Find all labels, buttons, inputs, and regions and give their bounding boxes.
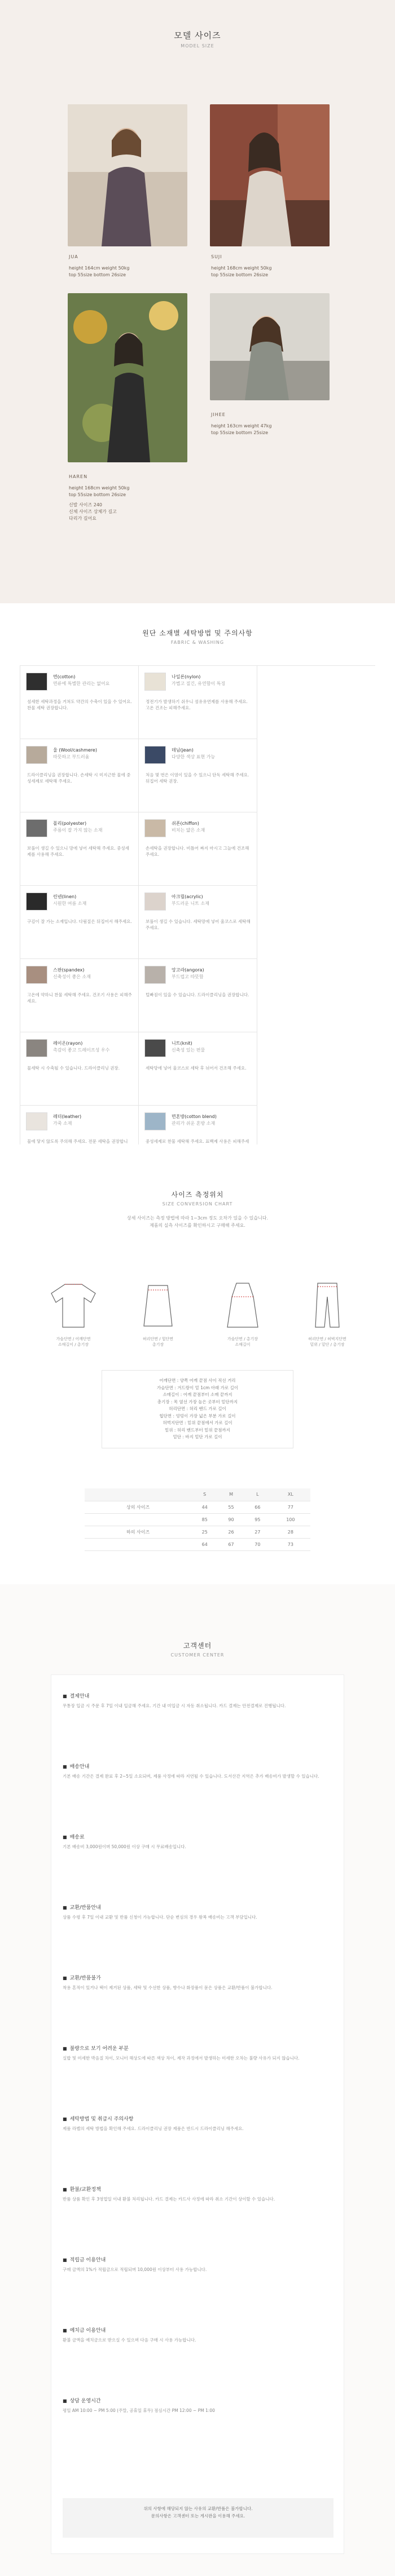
size-header: L	[244, 1488, 271, 1501]
fabric-name: 앙고라(angora)	[172, 967, 204, 973]
info-title: ■ 예치금 이용안내	[63, 2326, 333, 2334]
size-intro: 상세 사이즈는 측정 방법에 따라 1~3cm 정도 오차가 있을 수 있습니다. 제품의 실측 사이즈를 확인하시고 구매해 주세요.	[126, 1216, 269, 1228]
info-title: ■ 적립금 이용안내	[63, 2256, 333, 2263]
fabric-sub: 시원한 여름 소재	[53, 901, 87, 906]
fabric-swatch	[144, 746, 166, 764]
size-cell: 70	[244, 1538, 271, 1550]
fabric-name: 쉬폰(chiffon)	[172, 821, 199, 826]
guide-line: 힙단면 : 엉덩이 가장 넓은 부분 가로 길이	[159, 1413, 236, 1419]
fabric-desc: 털빠짐이 있을 수 있습니다. 드라이클리닝을 권장합니다.	[146, 992, 249, 997]
info-block	[63, 1692, 333, 1710]
fabric-desc: 보풀이 생길 수 있습니다. 세탁망에 넣어 울코스로 세탁해 주세요.	[146, 919, 251, 930]
fabric-swatch	[26, 1112, 47, 1130]
fabric-name: 레더(leather)	[53, 1114, 82, 1119]
fabric-desc: 처음 몇 번은 이염이 있을 수 있으니 단독 세탁해 주세요. 뒤집어 세탁 권장.	[146, 772, 249, 784]
fabric-card	[20, 959, 139, 1032]
size-header: XL	[271, 1488, 310, 1501]
info-block	[63, 2397, 333, 2415]
guide-line: 밑위 : 허리 밴드부터 밑위 끝점까지	[165, 1427, 230, 1433]
guide-line: 밑단 : 바지 밑단 가로 길이	[173, 1434, 222, 1439]
fabric-sub: 면류에 특별한 관리는 없어요	[53, 681, 110, 686]
info-title: ■ 환불/교환정책	[63, 2185, 333, 2193]
size-cell: 64	[191, 1538, 218, 1550]
info-title: ■ 세탁방법 및 취급시 주의사항	[63, 2115, 333, 2122]
size-cell: 66	[244, 1501, 271, 1513]
guide-line: 허벅지단면 : 밑위 끝점에서 가로 길이	[163, 1420, 232, 1425]
fabric-swatch	[26, 892, 47, 911]
section-subtitle: SIZE CONVERSION CHART	[162, 1201, 233, 1207]
info-block	[63, 1974, 333, 1992]
section-subtitle: MODEL SIZE	[181, 43, 214, 48]
section-subtitle: FABRIC & WASHING	[170, 640, 225, 645]
size-cell: 27	[244, 1526, 271, 1538]
info-block	[63, 2044, 333, 2062]
info-block	[63, 2326, 333, 2344]
fabric-sub: 촉감이 좋고 드레이프성 우수	[53, 1048, 110, 1053]
model-info: JIHEE height 163cm weight 47kg top 55size bottom 25size	[211, 412, 272, 435]
fabric-name: 레이온(rayon)	[53, 1041, 83, 1046]
fabric-card	[20, 886, 139, 959]
model-photo	[210, 104, 330, 246]
info-title: ■ 배송안내	[63, 1762, 333, 1770]
info-block	[63, 2256, 333, 2274]
fabric-swatch	[144, 673, 166, 691]
info-body: 실밥 및 미세한 박음질 차이, 모니터 해상도에 따른 색상 차이, 제작 과정에서 발생하는 미세한 오차는 불량 사유가 되지 않습니다.	[63, 2056, 300, 2061]
fabric-name: 린넨(linen)	[53, 894, 77, 899]
info-block	[63, 2185, 333, 2203]
fabric-card	[139, 739, 257, 812]
garment-shirt: 가슴단면 / 어깨단면 소매길이 / 총기장	[34, 1280, 113, 1347]
customer-center-section	[0, 1584, 395, 2576]
size-cell: 85	[191, 1513, 218, 1526]
fabric-card	[20, 666, 139, 739]
fabric-name: 울 (Wool/cashmere)	[53, 748, 97, 753]
size-header: M	[218, 1488, 244, 1501]
fabric-desc: 물에 닿지 않도록 주의해 주세요. 전문 세탁을 권장합니	[27, 1139, 128, 1144]
table-row	[85, 1526, 310, 1538]
fabric-name: 나일론(nylon)	[172, 674, 201, 679]
fabric-name: 스판(spandex)	[53, 967, 85, 973]
fabric-swatch	[144, 819, 166, 837]
info-body: 환불 금액을 예치금으로 받으실 수 있으며 다음 구매 시 사용 가능합니다.	[63, 2338, 196, 2343]
size-cell: 25	[191, 1526, 218, 1538]
guide-line: 가슴단면 : 겨드랑이 밑 1cm 아래 가로 길이	[156, 1385, 239, 1390]
fabric-name: 면혼방(cotton blend)	[172, 1114, 217, 1119]
fabric-card	[139, 886, 257, 959]
info-body: 기본 배송 기간은 결제 완료 후 2~5일 소요되며, 제품 사정에 따라 지연될 수 있습니다. 도서산간 지역은 추가 배송비가 발생할 수 있습니다.	[63, 1774, 319, 1779]
section-title: 원단 소재별 세탁방법 및 주의사항	[142, 629, 253, 637]
fabric-swatch	[144, 1039, 166, 1057]
fabric-sub: 부드럽고 따뜻함	[172, 974, 204, 979]
fabric-card	[139, 1032, 257, 1106]
model-info: HAREN height 168cm weight 50kg top 55size bottom 26size 신발 사이즈 240 신체 사이즈 상체가 길고 다리가 길어요	[69, 474, 130, 521]
section-subtitle: CUSTOMER CENTER	[170, 1652, 225, 1658]
guide-line: 어깨단면 : 양쪽 어깨 끝점 사이 직선 거리	[159, 1378, 236, 1383]
model-photo	[68, 104, 187, 246]
fabric-swatch	[26, 746, 47, 764]
fabric-name: 아크릴(acrylic)	[172, 894, 203, 899]
size-cell: 44	[191, 1501, 218, 1513]
table-row	[85, 1501, 310, 1513]
fabric-name: 니트(knit)	[172, 1041, 192, 1046]
fabric-desc: 물세탁 시 수축될 수 있습니다. 드라이클리닝 권장.	[27, 1066, 120, 1071]
size-cell: 67	[218, 1538, 244, 1550]
fabric-sub: 주름이 잘 가지 않는 소재	[53, 828, 103, 833]
fabric-desc: 구김이 잘 가는 소재입니다. 다림질은 뒤집어서 해주세요.	[27, 919, 132, 924]
model-info: JUA height 164cm weight 50kg top 55size bottom 26size	[69, 254, 130, 277]
fabric-sub: 신축성 있는 편물	[172, 1048, 205, 1053]
size-cell	[85, 1513, 191, 1526]
fabric-sub: 부드러운 니트 소재	[172, 901, 209, 906]
fabric-sub: 관리가 쉬운 혼방 소재	[172, 1121, 216, 1126]
info-body: 기본 배송비 3,000원이며 50,000원 이상 구매 시 무료배송입니다.	[63, 1844, 186, 1849]
size-header	[85, 1488, 191, 1501]
info-title: ■ 상담 운영시간	[63, 2397, 333, 2404]
size-cell	[85, 1538, 191, 1550]
fabric-swatch	[26, 1039, 47, 1057]
section-title: 사이즈 측정위치	[171, 1191, 224, 1199]
fabric-desc: 세탁망에 넣어 울코스로 세탁 후 뉘어서 건조해 주세요.	[146, 1066, 247, 1071]
customer-panel	[51, 1674, 344, 2554]
fabric-desc: 섬세한 세탁과정을 거쳐도 약간의 수축이 있을 수 있어요. 찬물 세탁 권장합니다.	[27, 699, 132, 710]
fabric-sub: 따뜻하고 부드러움	[53, 754, 90, 759]
size-cell: 100	[271, 1513, 310, 1526]
size-table	[85, 1488, 310, 1551]
size-cell: 95	[244, 1513, 271, 1526]
info-body: 제품 라벨의 세탁 방법을 확인해 주세요. 드라이클리닝 권장 제품은 반드시 드라이클리닝 해주세요.	[63, 2126, 244, 2131]
fabric-desc: 보풀이 생길 수 있으니 망에 넣어 세탁해 주세요. 중성세제를 사용해 주세요.	[27, 846, 129, 857]
garment-pants: 허리단면 / 허벅지단면 밑위 / 밑단 / 총기장	[288, 1280, 367, 1347]
fabric-card	[20, 812, 139, 886]
fabric-swatch	[26, 819, 47, 837]
info-title: ■ 결제안내	[63, 1692, 333, 1699]
size-cell: 상의 사이즈	[85, 1501, 191, 1513]
fabric-sub: 가볍고 질긴, 유연함이 특징	[172, 681, 226, 686]
fabric-swatch	[144, 966, 166, 984]
model-photo	[210, 293, 330, 400]
fabric-card	[20, 1032, 139, 1106]
model-info: SUJI height 168cm weight 50kg top 55size bottom 26size	[211, 254, 272, 277]
info-title: ■ 불량으로 보기 어려운 부분	[63, 2044, 333, 2052]
info-body: 구매 금액의 1%가 적립금으로 적립되며 10,000원 이상부터 사용 가능합니다.	[63, 2267, 207, 2272]
fabric-swatch	[26, 966, 47, 984]
fabric-desc: 정전기가 발생하기 쉬우니 섬유유연제를 사용해 주세요. 고온 건조는 피해주세요.	[146, 699, 248, 710]
model-size-section	[0, 0, 395, 603]
info-body: 무통장 입금 시 주문 후 7일 이내 입금해 주세요. 기간 내 미입금 시 자동 취소됩니다. 카드 결제는 안전결제로 진행됩니다.	[63, 1703, 286, 1708]
info-block	[63, 1903, 333, 1921]
fabric-washing-section	[0, 603, 395, 1145]
size-cell: 28	[271, 1526, 310, 1538]
table-row	[85, 1513, 310, 1526]
table-row	[85, 1538, 310, 1550]
model-photo	[68, 293, 187, 462]
fabric-swatch	[26, 673, 47, 691]
fabric-sub: 다양한 색상 표현 가능	[172, 754, 216, 759]
notice-box: 위의 사항에 해당되지 않는 사유의 교환/반품은 불가합니다. 문의사항은 고객센터 또는 게시판을 이용해 주세요.	[63, 2498, 333, 2538]
info-body: 상품 수령 후 7일 이내 교환 및 반품 신청이 가능합니다. 단순 변심의 경우 왕복 배송비는 고객 부담입니다.	[63, 1915, 257, 1920]
info-block	[63, 1833, 333, 1851]
fabric-card	[139, 812, 257, 886]
fabric-name: 면(cotton)	[53, 674, 76, 679]
size-chart-section	[0, 1145, 395, 1584]
fabric-name: 폴리(polyester)	[53, 821, 87, 826]
fabric-desc: 손세탁을 권장합니다. 비틀어 짜지 마시고 그늘에 건조해 주세요.	[146, 846, 249, 857]
garment-dress: 가슴단면 / 총기장 소매길이	[203, 1280, 282, 1347]
measure-guide	[102, 1370, 293, 1448]
size-cell: 26	[218, 1526, 244, 1538]
section-title: 모델 사이즈	[174, 30, 221, 41]
fabric-card	[20, 739, 139, 812]
fabric-sub: 신축성이 좋은 소재	[53, 974, 91, 979]
info-title: ■ 교환/반품안내	[63, 1903, 333, 1911]
fabric-name: 데님(jean)	[172, 748, 194, 753]
fabric-swatch	[144, 892, 166, 911]
fabric-desc: 드라이클리닝을 권장합니다. 손세탁 시 미지근한 물에 중성세제로 세탁해 주세요.	[27, 772, 131, 784]
guide-line: 총기장 : 목 옆선 가장 높은 곳부터 밑단까지	[157, 1399, 238, 1404]
section-title: 고객센터	[183, 1642, 212, 1650]
fabric-card	[139, 959, 257, 1032]
info-body: 착용 흔적이 있거나 택이 제거된 상품, 세탁 및 수선한 상품, 향수나 화장품이 묻은 상품은 교환/반품이 불가합니다.	[63, 1985, 273, 1990]
fabric-sub: 가죽 소재	[53, 1121, 72, 1126]
garment-skirt: 허리단면 / 힙단면 총기장	[118, 1280, 198, 1347]
size-cell: 77	[271, 1501, 310, 1513]
info-block	[63, 1762, 333, 1780]
guide-line: 허리단면 : 허리 밴드 가로 길이	[169, 1406, 226, 1411]
guide-line: 소매길이 : 어깨 끝점부터 소매 끝까지	[163, 1392, 232, 1397]
info-title: ■ 배송료	[63, 1833, 333, 1840]
fabric-sub: 비치는 얇은 소재	[172, 828, 205, 833]
fabric-swatch	[144, 1112, 166, 1130]
size-cell: 하의 사이즈	[85, 1526, 191, 1538]
info-body: 반품 상품 확인 후 3영업일 이내 환불 처리됩니다. 카드 결제는 카드사 사정에 따라 취소 기간이 상이할 수 있습니다.	[63, 2197, 275, 2202]
fabric-desc: 중성세제로 찬물 세탁해 주세요. 표백제 사용은 피해주세	[146, 1139, 249, 1144]
size-header: S	[191, 1488, 218, 1501]
fabric-card	[139, 666, 257, 739]
size-cell: 55	[218, 1501, 244, 1513]
info-title: ■ 교환/반품불가	[63, 1974, 333, 1981]
size-cell: 73	[271, 1538, 310, 1550]
fabric-desc: 고온에 약하니 찬물 세탁해 주세요. 건조기 사용은 피해주세요.	[27, 992, 132, 1004]
info-body: 평일 AM 10:00 ~ PM 5:00 (주말, 공휴일 휴무) 점심시간 PM 12:00 ~ PM 1:00	[63, 2408, 215, 2413]
size-cell: 90	[218, 1513, 244, 1526]
info-block	[63, 2115, 333, 2133]
